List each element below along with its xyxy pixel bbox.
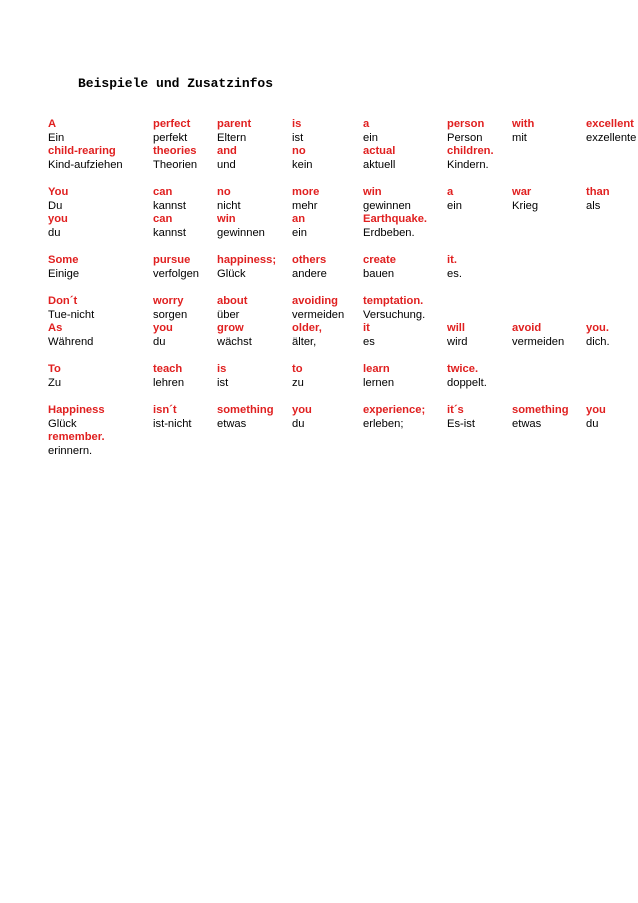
german-word: etwas: [217, 417, 247, 430]
english-word: create: [363, 254, 396, 266]
english-word: avoid: [512, 322, 542, 335]
german-word: du: [586, 417, 599, 430]
english-word: happiness;: [217, 254, 277, 266]
english-word: an: [292, 213, 306, 226]
english-word: more: [292, 186, 320, 198]
english-word: actual: [363, 145, 396, 158]
german-word: Glück: [48, 417, 77, 430]
english-word: you: [153, 322, 173, 335]
german-word: vermeiden: [292, 308, 345, 321]
german-word: ist: [217, 376, 229, 389]
german-word: zu: [292, 376, 304, 389]
english-word: war: [512, 186, 532, 198]
english-word: win: [217, 213, 236, 226]
german-word: Du: [48, 199, 63, 212]
english-word: Some: [48, 254, 79, 266]
english-word: Don´t: [48, 295, 78, 307]
english-word: older,: [292, 322, 322, 335]
english-word: no: [292, 145, 306, 158]
german-word: du: [292, 417, 305, 430]
german-word: Ein: [48, 131, 65, 144]
english-word: child-rearing: [48, 145, 116, 158]
english-word: to: [292, 363, 303, 375]
german-word: ein: [363, 131, 378, 144]
german-word: Tue-nicht: [48, 308, 95, 321]
english-word: person: [447, 118, 485, 130]
english-word: grow: [217, 322, 244, 335]
german-word: ist-nicht: [153, 417, 192, 430]
german-word: ein: [447, 199, 462, 212]
german-word: kannst: [153, 199, 186, 212]
german-word: gewinnen: [217, 226, 265, 239]
german-word: älter,: [292, 335, 317, 348]
english-word: with: [512, 118, 535, 130]
english-word: you: [292, 404, 312, 416]
english-word: teach: [153, 363, 183, 375]
german-word: Krieg: [512, 199, 539, 212]
english-word: excellent: [586, 118, 634, 130]
german-word: über: [217, 308, 240, 321]
german-word: lernen: [363, 376, 395, 389]
german-word: wächst: [217, 335, 252, 348]
english-word: worry: [153, 295, 184, 307]
english-word: about: [217, 295, 248, 307]
english-word: theories: [153, 145, 197, 158]
english-word: something: [217, 404, 274, 416]
german-word: ein: [292, 226, 307, 239]
english-word: temptation.: [363, 295, 424, 307]
german-word: Kindern.: [447, 158, 489, 171]
english-word: others: [292, 254, 327, 266]
german-word: es.: [447, 267, 462, 280]
english-word: children.: [447, 145, 494, 158]
english-word: and: [217, 145, 237, 158]
page-title: Beispiele und Zusatzinfos: [78, 76, 274, 91]
english-word: avoiding: [292, 295, 338, 307]
english-word: pursue: [153, 254, 191, 266]
german-word: kein: [292, 158, 313, 171]
english-word: win: [363, 186, 382, 198]
german-word: aktuell: [363, 158, 396, 171]
english-word: perfect: [153, 118, 191, 130]
english-word: remember.: [48, 431, 105, 444]
english-word: As: [48, 322, 63, 335]
german-word: Kind-aufziehen: [48, 158, 123, 171]
english-word: you: [586, 404, 606, 416]
english-word: will: [447, 322, 466, 335]
english-word: To: [48, 363, 61, 375]
german-word: erinnern.: [48, 444, 93, 457]
german-word: und: [217, 158, 236, 171]
german-word: vermeiden: [512, 335, 565, 348]
german-word: Erdbeben.: [363, 226, 415, 239]
english-word: Happiness: [48, 404, 105, 416]
german-word: mehr: [292, 199, 318, 212]
english-word: can: [153, 213, 173, 226]
german-word: wird: [447, 335, 468, 348]
german-word: nicht: [217, 199, 241, 212]
english-word: something: [512, 404, 569, 416]
german-word: doppelt.: [447, 376, 487, 389]
german-word: Versuchung.: [363, 308, 426, 321]
german-word: Eltern: [217, 131, 247, 144]
english-word: a: [447, 186, 454, 198]
german-word: lehren: [153, 376, 185, 389]
english-word: no: [217, 186, 231, 198]
german-word: etwas: [512, 417, 542, 430]
english-word: isn´t: [153, 404, 177, 416]
german-word: Während: [48, 335, 94, 348]
english-word: you: [48, 213, 68, 226]
german-word: du: [153, 335, 166, 348]
german-word: erleben;: [363, 417, 404, 430]
german-word: Theorien: [153, 158, 198, 171]
german-word: andere: [292, 267, 327, 280]
german-word: dich.: [586, 335, 610, 348]
german-word: verfolgen: [153, 267, 200, 280]
english-word: you.: [586, 322, 609, 335]
english-word: than: [586, 186, 610, 198]
english-word: experience;: [363, 404, 426, 416]
english-word: it´s: [447, 404, 464, 416]
english-word: can: [153, 186, 173, 198]
german-word: exzellente: [586, 131, 637, 144]
german-word: sorgen: [153, 308, 188, 321]
german-word: gewinnen: [363, 199, 411, 212]
english-word: parent: [217, 118, 252, 130]
english-word: is: [217, 363, 227, 375]
german-word: als: [586, 199, 601, 212]
english-word: learn: [363, 363, 390, 375]
german-word: Einige: [48, 267, 80, 280]
english-word: it.: [447, 254, 457, 266]
english-word: You: [48, 186, 69, 198]
german-word: Glück: [217, 267, 246, 280]
english-word: twice.: [447, 363, 479, 375]
german-word: mit: [512, 131, 527, 144]
german-word: Person: [447, 131, 483, 144]
german-word: perfekt: [153, 131, 188, 144]
english-word: a: [363, 118, 370, 130]
german-word: du: [48, 226, 61, 239]
german-word: kannst: [153, 226, 186, 239]
english-word: is: [292, 118, 302, 130]
english-word: Earthquake.: [363, 213, 428, 226]
german-word: ist: [292, 131, 304, 144]
english-word: A: [48, 118, 57, 130]
german-word: es: [363, 335, 375, 348]
german-word: Zu: [48, 376, 62, 389]
german-word: Es-ist: [447, 417, 475, 430]
german-word: bauen: [363, 267, 395, 280]
english-word: it: [363, 322, 370, 335]
